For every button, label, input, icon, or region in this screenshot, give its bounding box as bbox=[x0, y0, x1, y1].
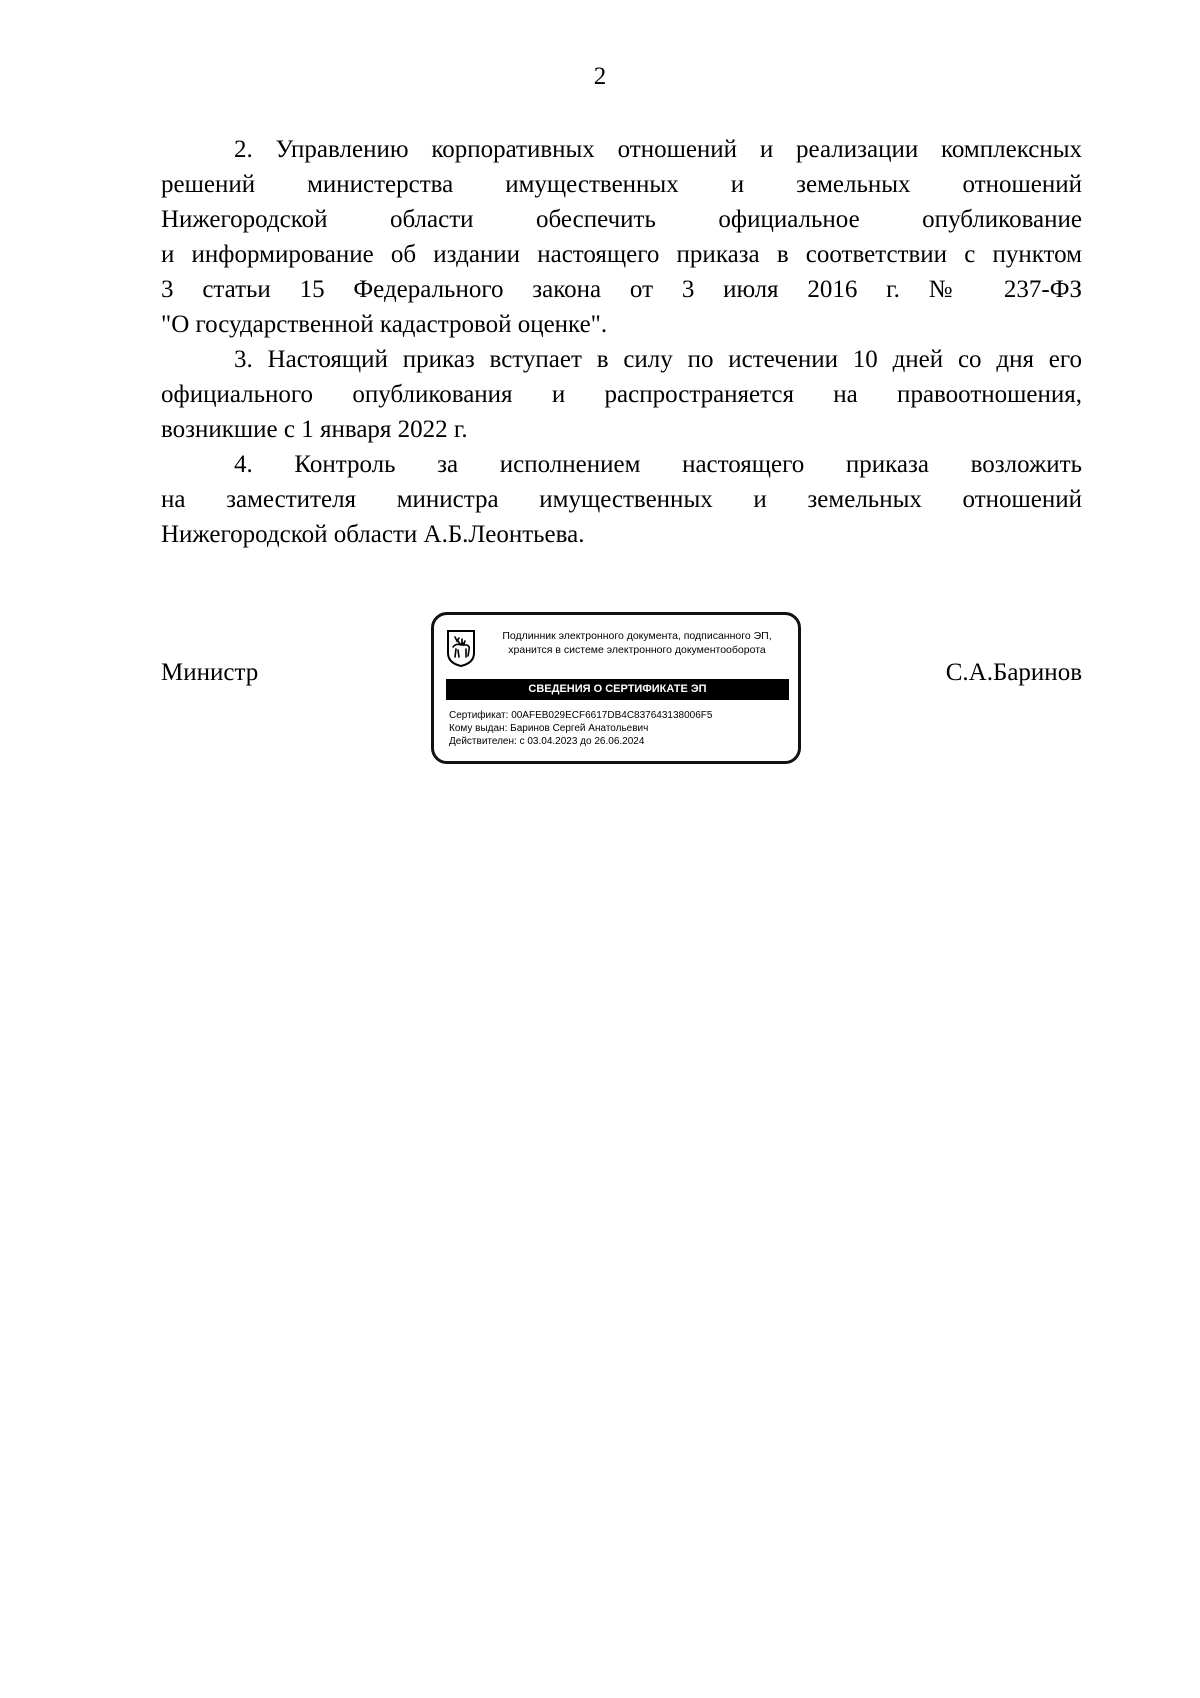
stamp-title-bar: СВЕДЕНИЯ О СЕРТИФИКАТЕ ЭП bbox=[446, 679, 789, 700]
certificate-row bbox=[449, 709, 789, 722]
stamp-details bbox=[449, 709, 789, 748]
signatory-title: Министр bbox=[161, 659, 259, 686]
paragraph-line: 2. Управлению корпоративных отношений и реализации комплексных bbox=[234, 136, 1082, 163]
paragraph-line: Нижегородской области А.Б.Леонтьева. bbox=[161, 521, 585, 548]
paragraph-line: 3 статьи 15 Федерального закона от 3 июля 2016 г. № 237-ФЗ bbox=[161, 276, 1082, 303]
certificate-value: 00AFEB029ECF6617DB4C837643138006F5 bbox=[511, 710, 713, 721]
signatory-name: С.А.Баринов bbox=[945, 659, 1082, 686]
stamp-header-line: Подлинник электронного документа, подписанного ЭП, bbox=[502, 630, 772, 642]
issued-to-row bbox=[449, 722, 789, 735]
validity-label: Действителен: bbox=[449, 736, 517, 747]
stamp-header bbox=[482, 629, 792, 657]
paragraph-line: "О государственной кадастровой оценке". bbox=[161, 311, 608, 338]
validity-row bbox=[449, 735, 789, 748]
paragraph-line: официального опубликования и распространяется на правоотношения, bbox=[161, 381, 1082, 408]
page-number: 2 bbox=[593, 63, 607, 90]
paragraph-line: 4. Контроль за исполнением настоящего приказа возложить bbox=[234, 451, 1082, 478]
electronic-signature-stamp bbox=[431, 612, 801, 764]
paragraph-line: Нижегородской области обеспечить официальное опубликование bbox=[161, 206, 1082, 233]
paragraph-line: и информирование об издании настоящего приказа в соответствии с пунктом bbox=[161, 241, 1082, 268]
paragraph-line: 3. Настоящий приказ вступает в силу по истечении 10 дней со дня его bbox=[234, 346, 1082, 373]
document-body bbox=[161, 132, 1082, 552]
paragraph-line: на заместителя министра имущественных и земельных отношений bbox=[161, 486, 1082, 513]
deer-emblem-icon bbox=[446, 629, 476, 667]
paragraph-line: возникшие с 1 января 2022 г. bbox=[161, 416, 468, 443]
paragraph-line: решений министерства имущественных и земельных отношений bbox=[161, 171, 1082, 198]
validity-value: с 03.04.2023 до 26.06.2024 bbox=[519, 736, 645, 747]
issued-to-value: Баринов Сергей Анатольевич bbox=[510, 723, 649, 734]
stamp-header-line: хранится в системе электронного документооборота bbox=[508, 644, 766, 656]
certificate-label: Сертификат: bbox=[449, 710, 509, 721]
issued-to-label: Кому выдан: bbox=[449, 723, 508, 734]
